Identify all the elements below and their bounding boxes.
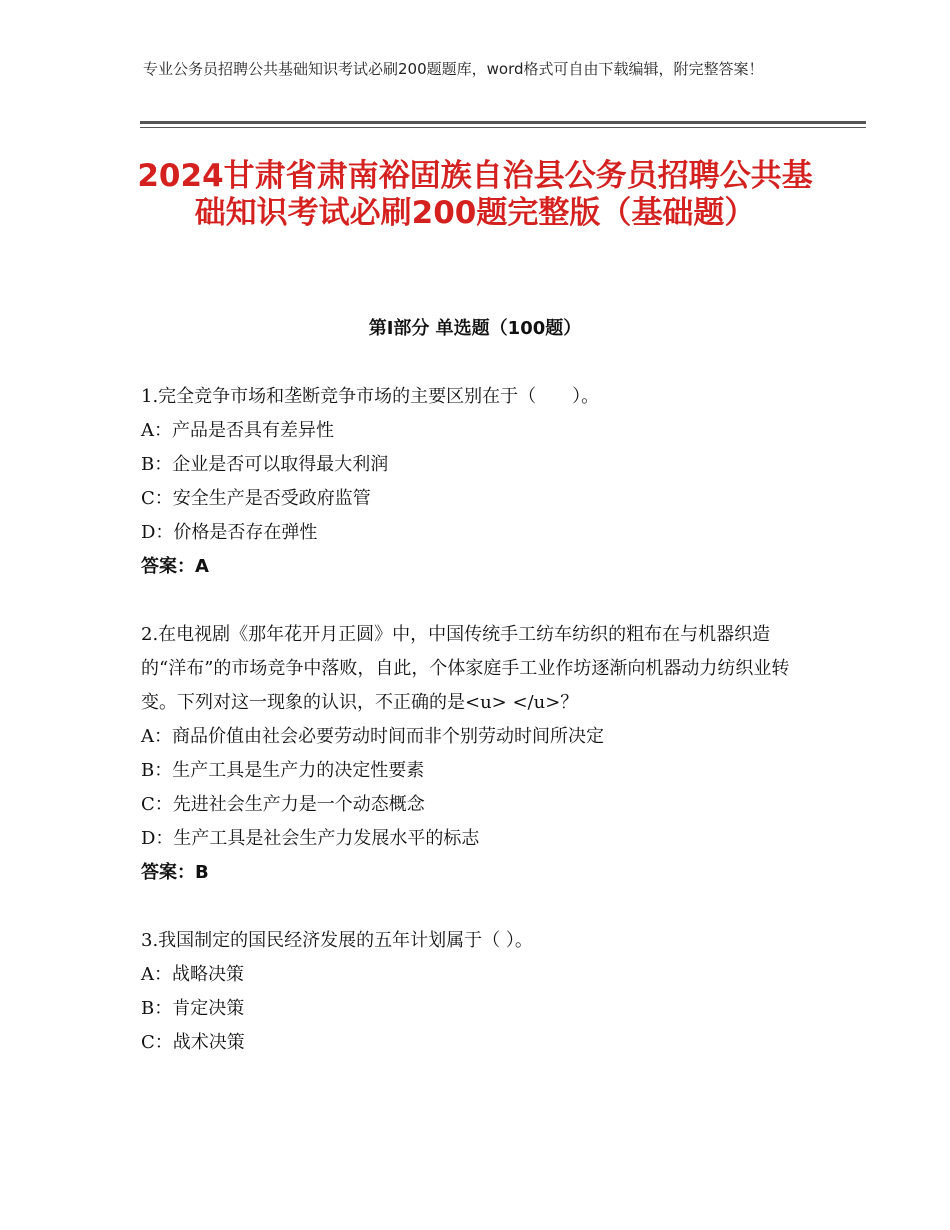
section-title: 第Ⅰ部分 单选题（100题）: [368, 318, 582, 339]
option-c: C：安全生产是否受政府监管: [141, 488, 371, 509]
question-stem: 3.我国制定的国民经济发展的五年计划属于（ ）。: [141, 930, 533, 951]
option-c: C：先进社会生产力是一个动态概念: [141, 794, 425, 815]
question-stem: 2.在电视剧《那年花开月正圆》中，中国传统手工纺车纺织的粗布在与机器织造的“洋布”的市场竞争中落败，自此，个体家庭手工业作坊逐渐向机器动力纺织业转变。下列对这一现象的认识，不正确的是<u> </u>？: [141, 624, 790, 713]
question-stem: 1.完全竞争市场和垄断竞争市场的主要区别在于（ ）。: [141, 386, 600, 407]
option-d: D：价格是否存在弹性: [141, 522, 318, 543]
option-b: B：企业是否可以取得最大利润: [141, 454, 389, 475]
answer-label: 答案：B: [141, 862, 209, 883]
header-divider-thick: [140, 121, 866, 124]
question-item: [141, 618, 811, 890]
header-divider-thin: [140, 127, 866, 128]
option-b: B：肯定决策: [141, 998, 245, 1019]
answer-label: 答案：A: [141, 556, 209, 577]
question-item: [141, 924, 811, 1060]
option-c: C：战术决策: [141, 1032, 245, 1053]
document-title: 2024甘肃省肃南裕固族自治县公务员招聘公共基础知识考试必刷200题完整版（基础题）: [137, 158, 813, 231]
option-a: A：产品是否具有差异性: [141, 420, 334, 441]
question-list: [141, 380, 811, 1094]
question-item: [141, 380, 811, 584]
option-a: A：商品价值由社会必要劳动时间而非个别劳动时间所决定: [141, 726, 604, 747]
option-b: B：生产工具是生产力的决定性要素: [141, 760, 425, 781]
header-note: 专业公务员招聘公共基础知识考试必刷200题题库，word格式可自由下载编辑，附完整答案！: [143, 60, 764, 78]
option-d: D：生产工具是社会生产力发展水平的标志: [141, 828, 480, 849]
option-a: A：战略决策: [141, 964, 244, 985]
